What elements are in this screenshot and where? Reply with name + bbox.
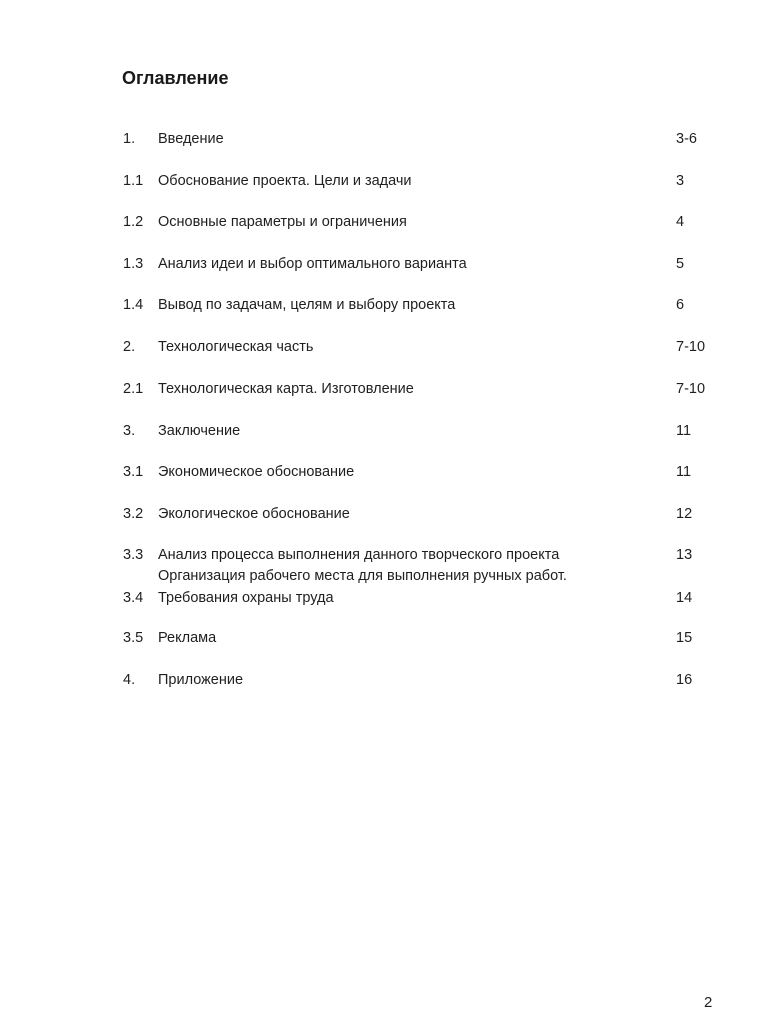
entry-page: 3 xyxy=(676,173,685,189)
entry-label: Анализ идеи и выбор оптимального варианта xyxy=(158,256,467,272)
entry-number: 1.4 xyxy=(123,297,144,313)
toc-title: Оглавление xyxy=(122,68,229,88)
entry-page: 7-10 xyxy=(676,381,706,397)
entry-number: 3.3 xyxy=(123,547,144,563)
entry-page: 5 xyxy=(676,256,685,272)
entry-page: 3-6 xyxy=(676,131,697,147)
toc-entry xyxy=(0,171,767,191)
toc-entry xyxy=(0,462,767,482)
entry-label: Экономическое обоснование xyxy=(158,464,355,480)
entry-label: Вывод по задачам, целям и выбору проекта xyxy=(158,297,456,313)
entry-number: 2.1 xyxy=(123,381,144,397)
entry-number: 2. xyxy=(123,339,136,355)
toc-entry xyxy=(0,337,767,357)
entry-label: Технологическая карта. Изготовление xyxy=(158,381,414,397)
toc-entry xyxy=(0,212,767,232)
entry-label: Экологическое обоснование xyxy=(158,506,350,522)
entry-label: Основные параметры и ограничения xyxy=(158,214,407,230)
entry-number: 3.4 xyxy=(123,590,144,606)
toc-entry xyxy=(0,129,767,149)
toc-entry xyxy=(0,566,767,586)
toc-entry xyxy=(0,421,767,441)
entry-page: 11 xyxy=(676,464,692,480)
entry-page: 4 xyxy=(676,214,685,230)
entry-number: 3.2 xyxy=(123,506,144,522)
entry-number: 3. xyxy=(123,423,136,439)
entry-page: 6 xyxy=(676,297,685,313)
page-number: 2 xyxy=(704,994,713,1011)
entry-page: 14 xyxy=(676,590,693,606)
entry-page: 16 xyxy=(676,672,693,688)
entry-label: Анализ процесса выполнения данного творческого проекта xyxy=(158,547,560,563)
toc-entry xyxy=(0,504,767,524)
toc-entry xyxy=(0,254,767,274)
entry-label: Заключение xyxy=(158,423,241,439)
entry-label: Введение xyxy=(158,131,224,147)
toc-entry xyxy=(0,628,767,648)
toc-entry xyxy=(0,295,767,315)
entry-number: 3.5 xyxy=(123,630,144,646)
toc-entry xyxy=(0,588,767,608)
entry-label: Технологическая часть xyxy=(158,339,314,355)
toc-entry xyxy=(0,670,767,690)
entry-number: 1. xyxy=(123,131,136,147)
entry-page: 15 xyxy=(676,630,693,646)
entry-page: 7-10 xyxy=(676,339,706,355)
entry-label: Организация рабочего места для выполнения ручных работ. xyxy=(158,568,567,584)
entry-label: Реклама xyxy=(158,630,217,646)
entry-number: 4. xyxy=(123,672,136,688)
toc-entry xyxy=(0,545,767,565)
entry-number: 1.3 xyxy=(123,256,144,272)
entry-number: 3.1 xyxy=(123,464,144,480)
entry-page: 11 xyxy=(676,423,692,439)
entry-number: 1.1 xyxy=(123,173,144,189)
entry-label: Приложение xyxy=(158,672,244,688)
toc-entry xyxy=(0,379,767,399)
entry-number: 1.2 xyxy=(123,214,144,230)
entry-page: 13 xyxy=(676,547,693,563)
entry-label: Требования охраны труда xyxy=(158,590,334,606)
entry-page: 12 xyxy=(676,506,693,522)
entry-label: Обоснование проекта. Цели и задачи xyxy=(158,173,412,189)
